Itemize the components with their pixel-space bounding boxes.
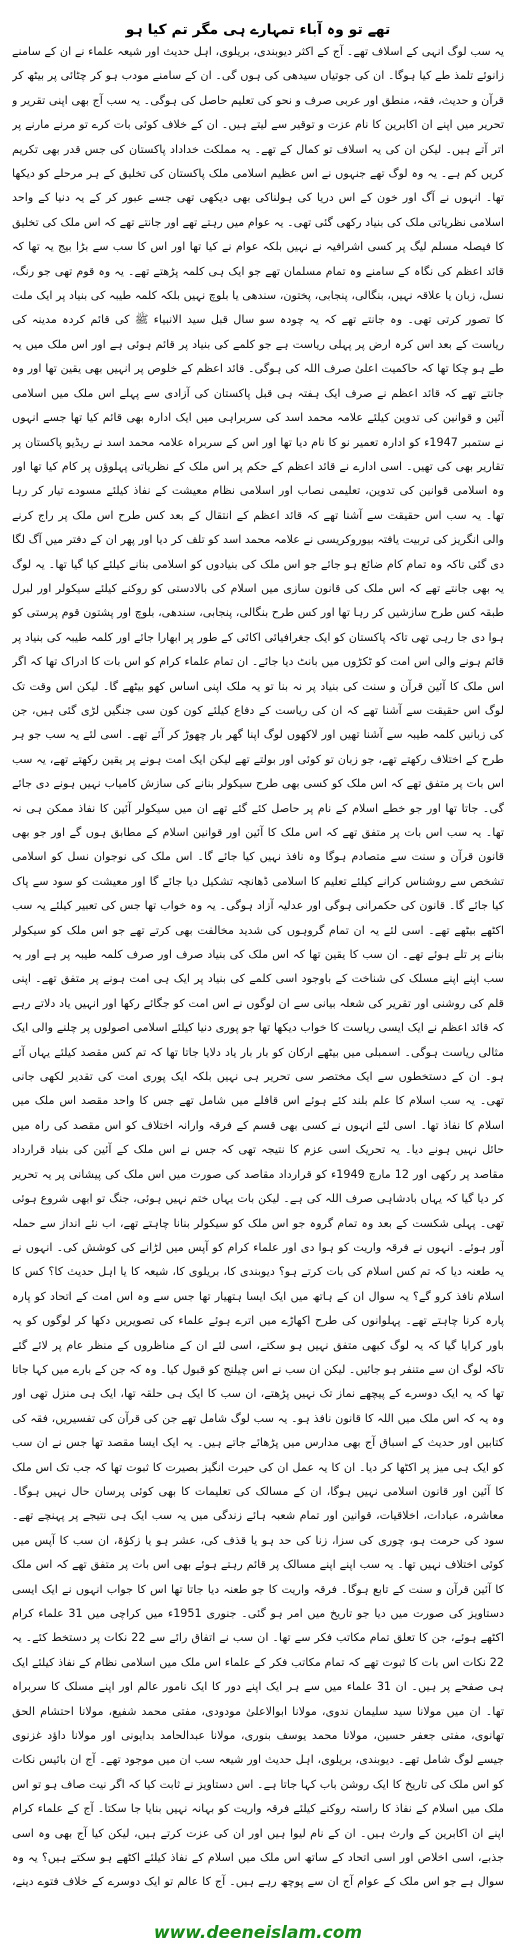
footer <box>0 1918 516 1948</box>
article-paragraph: یہ سب لوگ انہی کے اسلاف تھے۔ آج کے اکثر دیوبندی، بریلوی، اہل حدیث اور شیعہ علماء نے ان کے سامنے زانوئے تلمذ طے کیا ہوگا۔ ان کی جوتیاں سیدھی کی ہوں گی۔ ان کے سامنے مودب ہو کر چٹائی پر بیٹھ کر قرآن و حدیث، فقہ، منطق اور عربی صرف و نحو کی تعلیم حاصل کی ہوگی۔ یہ سب آج بھی اپنی تقریر و تحریر میں اپنے ان اکابرین کا نام عزت و توقیر سے لیتے ہیں۔ ان کے خلاف کوئی بات کرے تو مرنے مارنے پر اتر آتے ہیں۔ لیکن ان کی یہ اسلاف تو کمال کے تھے۔ یہ مملکت خداداد پاکستان کی جس قدر بھی تکریم کریں کم ہے۔ یہ وہ لوگ تھے جنہوں نے اس عظیم اسلامی ملک پاکستان کی تخلیق کے ہر مرحلے کو دیکھا تھا۔ انہوں نے آگ اور خون کے اس دریا کی ہولناکی بھی دیکھی تھی جسے عبور کر کے یہ دنیا کے واحد اسلامی نظریاتی ملک کی بنیاد رکھی گئی تھی۔ یہ عوام میں رہتے تھے اور جانتے تھے کہ اس ملک کی تخلیق کا فیصلہ مسلم لیگ پر کسی اشرافیہ نے نہیں بلکہ عوام نے کیا تھا اور اس کا سب سے بڑا بیج یہ تھا کہ قائد اعظم کی نگاہ کے سامنے وہ تمام مسلمان تھے جو ایک ہی کلمہ پڑھتے تھے۔ یہ وہ قوم تھی جو رنگ، نسل، زبان یا علاقہ نہیں، بنگالی، پنجابی، پختون، سندھی یا بلوچ نہیں بلکہ کلمہ طیبہ کی بنیاد پر ایک ملت کا تصور کرتی تھی۔ وہ جانتے تھے کہ یہ چودہ سو سال قبل سید الانبیاء ﷺ کی قائم کردہ مدینہ کی ریاست کے بعد اس کرہ ارض پر پہلی ریاست ہے جو کلمے کی بنیاد پر قائم ہوئی ہے اور اس ملک میں یہ طے ہو چکا تھا کہ حاکمیت اعلیٰ صرف اللہ کی ہوگی۔ قائد اعظم کے خلوص پر انہیں بھی یقین تھا اور وہ جانتے تھے کہ قائد اعظم نے صرف ایک ہفتہ ہی قبل پاکستان کی آزادی سے پہلے اس ملک میں اسلامی آئین و قوانین کی تدوین کیلئے علامہ محمد اسد کی سربراہی میں ایک ادارہ بھی قائم کیا تھا جسے انہوں نے ستمبر 1947ء کو ادارہ تعمیر نو کا نام دیا تھا اور اس کے سربراہ علامہ محمد اسد نے ریڈیو پاکستان پر تقاریر بھی کی تھیں۔ اسی ادارے نے قائد اعظم کے حکم پر اس ملک کے نظریاتی پہلوؤں پر کام کیا تھا اور وہ اسلامی قوانین کی تدوین، تعلیمی نصاب اور اسلامی نظام معیشت کے نفاذ کیلئے مسودے تیار کر رہا تھا۔ یہ سب اس حقیقت سے آشنا تھے کہ قائد اعظم کے انتقال کے بعد کس طرح اس ملک پر راج کرنے والی انگریز کی تربیت یافتہ بیوروکریسی نے علامہ محمد اسد کو تلف کر دیا اور پھر ان کے دفتر میں آگ لگا دی گئی تاکہ وہ تمام کام ضائع ہو جائے جو اس ملک کی بنیادوں کو اسلامی بنانے کیلئے کیا گیا تھا۔ یہ لوگ یہ بھی جانتے تھے کہ اس ملک کی قانون سازی میں اسلام کی بالادستی کو روکنے کیلئے سیکولر اور لبرل طبقہ کس طرح سازشیں کر رہا تھا اور کس طرح بنگالی، پنجابی، سندھی، بلوچ اور پشتون قوم پرستی کو ہوا دی جا رہی تھی تاکہ پاکستان کو ایک جغرافیائی اکائی کے طور پر ابھارا جائے اور کلمہ طیبہ کی بنیاد پر قائم ہونے والی اس امت کو ٹکڑوں میں بانٹ دیا جائے۔ ان تمام علماء کرام کو اس بات کا ادراک تھا کہ اگر اس ملک کا آئین قرآن و سنت کی بنیاد پر نہ بنا تو یہ ملک اپنی اساس کھو بیٹھے گا۔ لیکن اس وقت تک لوگ اس حقیقت سے آشنا تھے کہ ان کی ریاست کے دفاع کیلئے کون کون سی جنگیں لڑی گئی ہیں، جن کی زبانیں کلمہ طیبہ سے آشنا تھیں اور لاکھوں لوگ اپنا گھر بار چھوڑ کر آئے تھے۔ اسی لئے یہ سب جو ہر طرح کے اختلاف رکھتے تھے، جو زبان تو کوئی اور بولتے تھے لیکن ایک امت ہونے پر یقین رکھتے تھے، یہ سب اس بات پر متفق تھے کہ اس ملک کو کسی بھی طرح سیکولر بنانے کی سازش کامیاب نہیں ہونے دی جائے گی۔ جاتا تھا اور جو خطے اسلام کے نام پر حاصل کئے گئے تھے ان میں سیکولر آئین کا نفاذ ممکن ہی نہ تھا۔ یہ سب اس بات پر متفق تھے کہ اس ملک کا آئین اور قوانین اسلام کے مطابق ہوں گے اور جو بھی قانون قرآن و سنت سے متصادم ہوگا وہ نافذ نہیں کیا جائے گا۔ اس ملک کی نوجوان نسل کو اسلامی تشخص سے روشناس کرانے کیلئے تعلیم کا اسلامی ڈھانچہ تشکیل دیا جائے گا اور معیشت کو سود سے پاک کیا جائے گا۔ قانون کی حکمرانی ہوگی اور عدلیہ آزاد ہوگی۔ یہ وہ خواب تھا جس کی تعبیر کیلئے یہ سب اکٹھے بیٹھے تھے۔ اسی لئے یہ ان تمام گروہوں کی شدید مخالفت بھی کرتے تھے جو اس ملک کو سیکولر بنانے پر تلے ہوئے تھے۔ ان سب کا یقین تھا کہ اس ملک کی بنیاد صرف اور صرف کلمہ طیبہ پر ہے اور یہ سب اپنے اپنے مسلک کی شناخت کے باوجود اسی کلمے کی بنیاد پر ایک ہی امت ہونے پر متفق تھے۔ اپنی قلم کی روشنی اور تقریر کی شعلہ بیانی سے ان لوگوں نے اس امت کو جگائے رکھا اور انہیں یاد دلاتے رہے کہ قائد اعظم نے ایک ایسی ریاست کا خواب دیکھا تھا جو پوری دنیا کیلئے اسلامی اصولوں پر چلنے والی ایک مثالی ریاست ہوگی۔ اسمبلی میں بیٹھے ارکان کو بار بار یاد دلایا جاتا تھا کہ تم کس مقصد کیلئے یہاں آئے ہو۔ ان کے دستخطوں سے ایک مختصر سی تحریر ہی نہیں بلکہ ایک پوری امت کی تقدیر لکھی جانی تھی۔ یہ سب اسلام کا علم بلند کئے ہوئے اس قافلے میں شامل تھے جس کا واحد مقصد اس ملک میں اسلام کا نفاذ تھا۔ اسی لئے انہوں نے کسی بھی قسم کے فرقہ وارانہ اختلاف کو اس مقصد کی راہ میں حائل نہیں ہونے دیا۔ یہ تحریک اسی عزم کا نتیجہ تھی کہ جس نے اس ملک کے آئین کی بنیاد قرارداد مقاصد پر رکھی اور 12 مارچ 1949ء کو قرارداد مقاصد کی صورت میں اس ملک کی پیشانی پر یہ تحریر کر دیا گیا کہ یہاں بادشاہی صرف اللہ کی ہے۔ لیکن بات یہاں ختم نہیں ہوئی، جنگ تو ابھی شروع ہوئی تھی۔ پہلی شکست کے بعد وہ تمام گروہ جو اس ملک کو سیکولر بنانا چاہتے تھے، اب نئے انداز سے حملہ آور ہوئے۔ انہوں نے فرقہ واریت کو ہوا دی اور علماء کرام کو آپس میں لڑانے کی کوشش کی۔ انہوں نے یہ طعنہ دیا کہ تم کس اسلام کی بات کرتے ہو؟ دیوبندی کا، بریلوی کا، شیعہ کا یا اہل حدیث کا؟ کس کا اسلام نافذ کرو گے؟ یہ سوال ان کے ہاتھ میں ایک ایسا ہتھیار تھا جس سے وہ اس امت کے اتحاد کو پارہ پارہ کرنا چاہتے تھے۔ پہلوانوں کی طرح اکھاڑے میں اترے ہوئے علماء کی تصویریں دکھا کر لوگوں کو یہ باور کرایا گیا کہ یہ لوگ کبھی متفق نہیں ہو سکتے، اسی لئے ان کے مناظروں کے منظر عام پر لائے گئے تاکہ لوگ ان سے متنفر ہو جائیں۔ لیکن ان سب نے اس چیلنج کو قبول کیا۔ وہ کہ جن کے بارے میں کہا جاتا تھا کہ یہ ایک دوسرے کے پیچھے نماز تک نہیں پڑھتے، ان سب کا ایک ہی حلقہ تھا، ایک ہی منزل تھی اور وہ یہ کہ اس ملک میں اللہ کا قانون نافذ ہو۔ یہ سب لوگ شامل تھے جن کی قرآن کی تفسیریں، فقہ کی کتابیں اور حدیث کے اسباق آج بھی مدارس میں پڑھائے جاتے ہیں۔ یہ ایک ایسا مقصد تھا جس نے ان سب کو ایک ہی میز پر اکٹھا کر دیا۔ ان کا یہ عمل ان کی حیرت انگیز بصیرت کا ثبوت تھا کہ جب تک اس ملک کا آئین اور قانون اسلامی نہیں ہوگا، ان کے مسالک کی تعلیمات کا بھی کوئی پرسان حال نہیں ہوگا۔ معاشرہ، عبادات، اخلاقیات، قوانین اور تمام شعبہ ہائے زندگی میں یہ سب ایک ہی نتیجے پر پہنچے تھے۔ سود کی حرمت ہو، چوری کی سزا، زنا کی حد ہو یا قذف کی، عشر ہو یا زکوٰۃ، ان سب کا آپس میں کوئی اختلاف نہیں تھا۔ یہ سب اپنے اپنے مسالک پر قائم رہتے ہوئے بھی اس بات پر متفق تھے کہ اس ملک کا آئین قرآن و سنت کے تابع ہوگا۔ فرقہ واریت کا جو طعنہ دیا جاتا تھا اس کا جواب انہوں نے ایک ایسی دستاویز کی صورت میں دیا جو تاریخ میں امر ہو گئی۔ جنوری 1951ء میں کراچی میں 31 علماء کرام اکٹھے ہوئے، جن کا تعلق تمام مکاتب فکر سے تھا۔ ان سب نے اتفاق رائے سے 22 نکات پر دستخط کئے۔ یہ 22 نکات اس بات کا ثبوت تھے کہ تمام مکاتب فکر کے علماء اس ملک میں اسلامی نظام کے نفاذ کیلئے ایک ہی صفحے پر ہیں۔ ان 31 علماء میں سے ہر ایک اپنے دور کا ایک نامور عالم اور اپنے مسلک کا سربراہ تھا۔ ان میں مولانا سید سلیمان ندوی، مولانا ابوالاعلیٰ مودودی، مفتی محمد شفیع، مولانا احتشام الحق تھانوی، مفتی جعفر حسین، مولانا محمد یوسف بنوری، مولانا عبدالحامد بدایونی اور مولانا داؤد غزنوی جیسے لوگ شامل تھے۔ دیوبندی، بریلوی، اہل حدیث اور شیعہ سب ان میں موجود تھے۔ آج ان بائیس نکات کو اس ملک کی تاریخ کا ایک روشن باب کہا جاتا ہے۔ اس دستاویز نے ثابت کیا کہ اگر نیت صاف ہو تو اس ملک میں اسلام کے نفاذ کا راستہ روکنے کیلئے فرقہ واریت کو بہانہ نہیں بنایا جا سکتا۔ آج کے علماء کرام اپنے ان اکابرین کے وارث ہیں۔ ان کے نام لیوا ہیں اور ان کی عزت کرتے ہیں، لیکن کیا آج بھی وہ اسی جذبے، اسی اخلاص اور اسی اتحاد کے ساتھ اس ملک میں اسلام کے نفاذ کیلئے اکٹھے ہو سکتے ہیں؟ یہ وہ سوال ہے جو اس ملک کے عوام آج ان سے پوچھ رہے ہیں۔ آج کا عالم تو ایک دوسرے کے خلاف فتوے دینے، <box>12 45 504 1889</box>
article-title: تھے تو وہ آباء تمہارے ہی مگر تم کیا ہو <box>125 22 391 39</box>
article-body <box>12 40 504 1895</box>
website-link[interactable]: www.deeneislam.com <box>153 1923 363 1943</box>
